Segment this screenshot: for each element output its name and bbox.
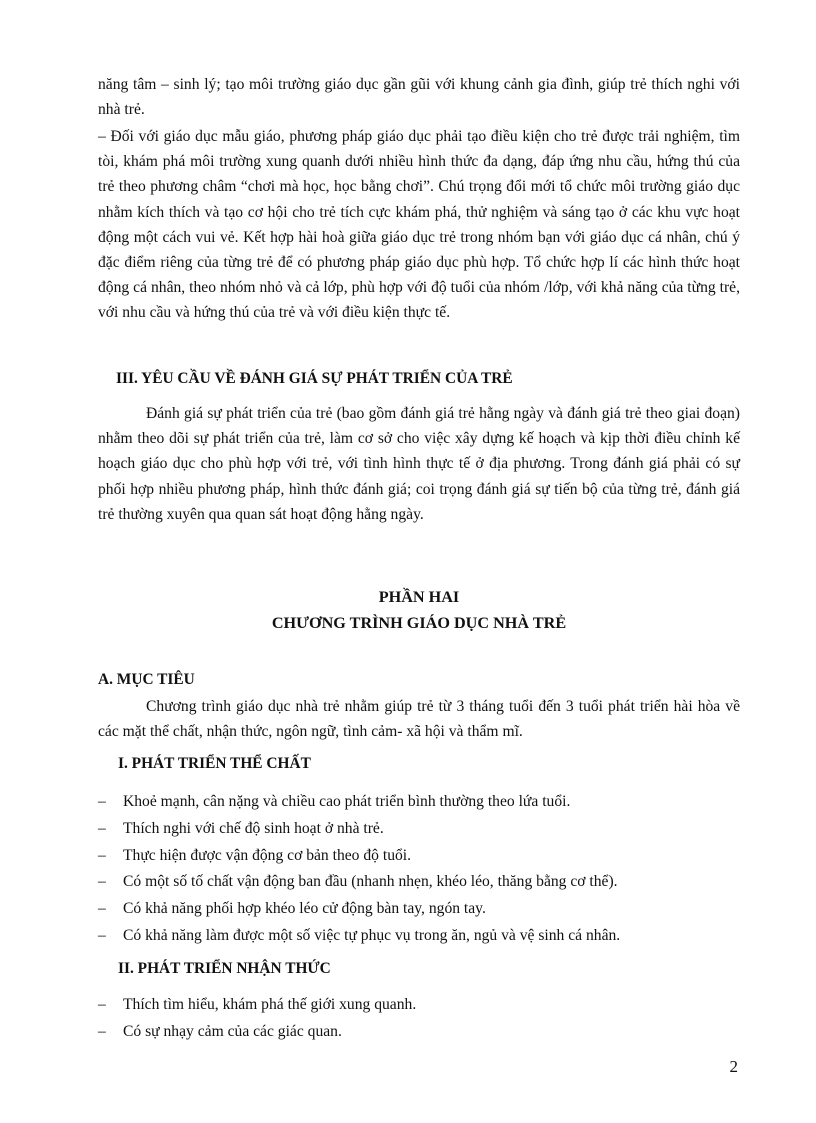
list-item: – Có một số tố chất vận động ban đầu (nhanh nhẹn, khéo léo, thăng bằng cơ thể). (98, 873, 618, 891)
list-item: – Thích tìm hiểu, khám phá thế giới xung quanh. (98, 996, 417, 1013)
paragraph-objectives: Chương trình giáo dục nhà trẻ nhằm giúp trẻ từ 3 tháng tuổi đến 3 tuổi phát triển hài hòa về các mặt thể chất, nhận thức, ngôn ngữ, tình cảm- xã hội và thẩm mĩ. (98, 698, 740, 741)
paragraph-continuation: năng tâm – sinh lý; tạo môi trường giáo dục gần gũi với khung cảnh gia đình, giúp trẻ thích nghi với nhà trẻ. (98, 76, 740, 119)
list-item: – Thích nghi với chế độ sinh hoạt ở nhà trẻ. (98, 819, 384, 837)
list-item: – Thực hiện được vận động cơ bản theo độ tuổi. (98, 846, 412, 864)
page-number: 2 (729, 1057, 738, 1076)
section-heading-assessment: III. YÊU CẦU VỀ ĐÁNH GIÁ SỰ PHÁT TRIỂN CỦA TRẺ (116, 370, 513, 387)
part-heading: PHẦN HAI (378, 588, 460, 606)
list-item: – Khoẻ mạnh, cân nặng và chiều cao phát triển bình thường theo lứa tuổi. (98, 793, 571, 810)
section-heading-objectives: A. MỤC TIÊU (98, 671, 195, 688)
paragraph-assessment: Đánh giá sự phát triển của trẻ (bao gồm đánh giá trẻ hằng ngày và đánh giá trẻ theo giai đoạn) nhằm theo dõi sự phát triển của trẻ, làm cơ sở cho việc xây dựng kế hoạch và kịp thời điều chỉnh kế hoạch giáo dục cho phù hợp với trẻ, với tình hình thực tế ở địa phương. Trong đánh giá phải có sự phối hợp nhiều phương pháp, hình thức đánh giá; coi trọng đánh giá sự tiến bộ của từng trẻ, đánh giá trẻ thường xuyên qua quan sát hoạt động hằng ngày. (98, 405, 740, 523)
list-item: – Có sự nhạy cảm của các giác quan. (98, 1022, 342, 1040)
cognitive-development-list (98, 992, 740, 1046)
list-item: – Có khả năng làm được một số việc tự phục vụ trong ăn, ngủ và vệ sinh cá nhân. (98, 926, 621, 944)
section-heading-cognitive: II. PHÁT TRIỂN NHẬN THỨC (118, 960, 331, 977)
list-item: – Có khả năng phối hợp khéo léo cử động bàn tay, ngón tay. (98, 900, 486, 918)
section-heading-physical: I. PHÁT TRIỂN THỂ CHẤT (118, 755, 311, 772)
physical-development-list (98, 789, 740, 950)
paragraph-kindergarten-method: – Đối với giáo dục mẫu giáo, phương pháp giáo dục phải tạo điều kiện cho trẻ được trải nghiệm, tìm tòi, khám phá môi trường xung quanh dưới nhiều hình thức đa dạng, đáp ứng nhu cầu, hứng thú của trẻ theo phương châm “chơi mà học, học bằng chơi”. Chú trọng đổi mới tổ chức môi trường giáo dục nhằm kích thích và tạo cơ hội cho trẻ tích cực khám phá, thử nghiệm và sáng tạo ở các khu vực hoạt động một cách vui vẻ. Kết hợp hài hoà giữa giáo dục trẻ trong nhóm bạn với giáo dục cá nhân, chú ý đặc điểm riêng của từng trẻ để có phương pháp giáo dục phù hợp. Tổ chức hợp lí các hình thức hoạt động cá nhân, theo nhóm nhỏ và cả lớp, phù hợp với độ tuổi của nhóm /lớp, với khả năng của từng trẻ, với nhu cầu và hứng thú của trẻ và với điều kiện thực tế. (98, 128, 740, 322)
part-title: CHƯƠNG TRÌNH GIÁO DỤC NHÀ TRẺ (271, 614, 567, 632)
